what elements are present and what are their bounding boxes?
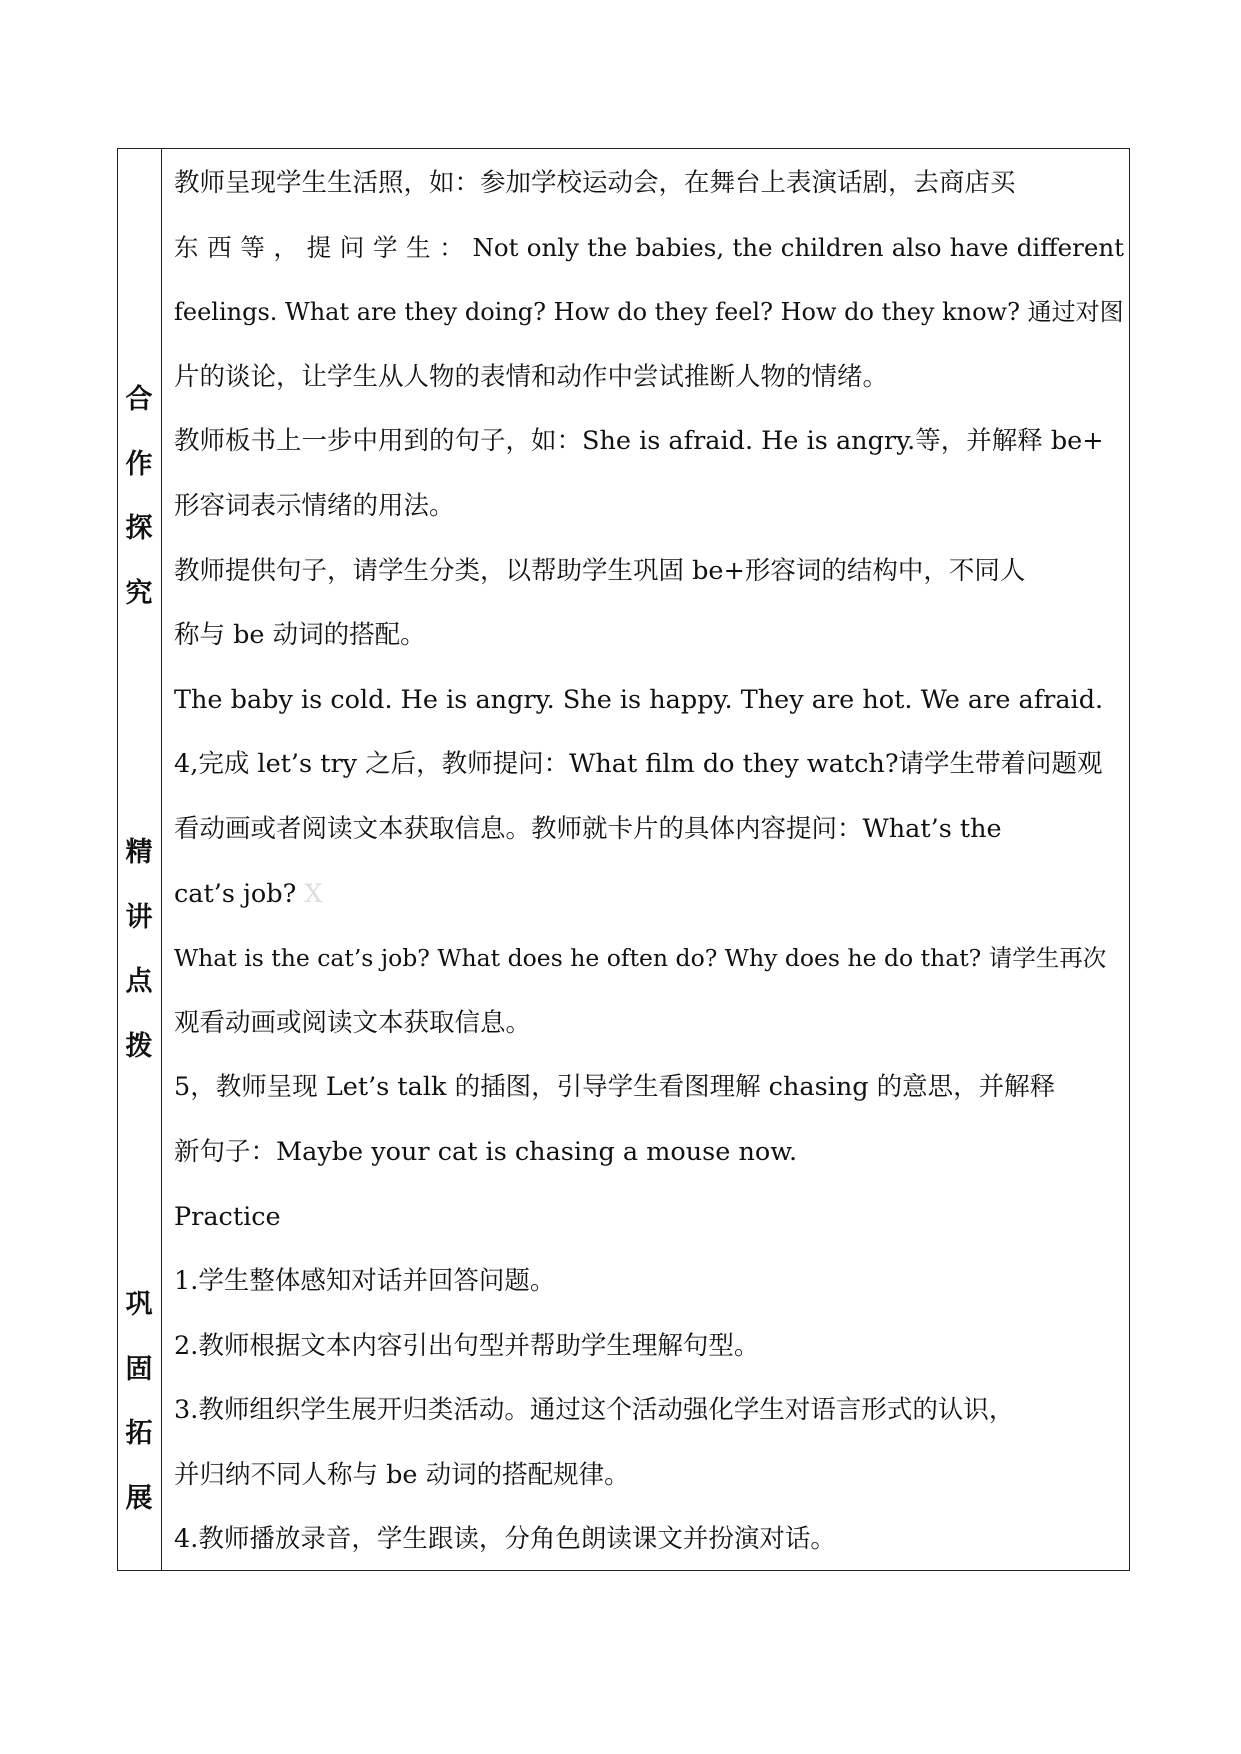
content-line: 并归纳不同人称与 be 动词的搭配规律。 — [174, 1459, 630, 1490]
label-char: 展 — [125, 1482, 153, 1514]
content-line: 教师提供句子，请学生分类，以帮助学生巩固 be+形容词的结构中，不同人 — [174, 555, 1026, 586]
label-char: 巩 — [125, 1289, 153, 1320]
content-line: 片的谈论，让学生从人物的表情和动作中尝试推断人物的情绪。 — [174, 361, 889, 392]
label-char: 精 — [125, 837, 153, 868]
label-char: 合 — [125, 384, 153, 415]
section-label-jingjiang-dianbo — [118, 821, 160, 1079]
content-line: feelings. What are they doing? How do they feel? How do they know? 通过对图 — [174, 298, 1124, 327]
content-line: 4.教师播放录音，学生跟读，分角色朗读课文并扮演对话。 — [174, 1524, 836, 1555]
label-char: 探 — [125, 513, 153, 545]
label-char: 拓 — [125, 1418, 153, 1450]
section-label-column — [118, 149, 162, 1570]
content-line: 东 西 等 ， 提 问 学 生 ： Not only the babies, the children also have different — [174, 232, 1124, 262]
content-line: 形容词表示情绪的用法。 — [174, 490, 455, 521]
content-line: 3.教师组织学生展开归类活动。通过这个活动强化学生对语言形式的认识， — [174, 1395, 1015, 1426]
faint-mark: X — [304, 878, 323, 909]
section-label-gonggu-tuozhan — [118, 1273, 160, 1531]
label-char: 讲 — [125, 901, 153, 933]
content-line: 5，教师呈现 Let’s talk 的插图，引导学生看图理解 chasing 的意思，并解释 — [174, 1072, 1056, 1103]
content-line — [174, 862, 1124, 927]
section-label-hezuo-tanjiu — [118, 368, 160, 626]
lesson-content — [174, 151, 1124, 1572]
content-line: What is the cat’s job? What does he often do? Why does he do that? 请学生再次 — [174, 944, 1107, 973]
content-line: Practice — [174, 1201, 281, 1232]
label-char: 固 — [125, 1353, 153, 1385]
lesson-table — [117, 148, 1130, 1571]
label-char: 究 — [125, 577, 153, 609]
content-line: 看动画或者阅读文本获取信息。教师就卡片的具体内容提问：What’s the — [174, 813, 1002, 844]
content-line: 称与 be 动词的搭配。 — [174, 620, 426, 651]
content-line: 新句子：Maybe your cat is chasing a mouse now. — [174, 1136, 798, 1167]
content-line: 2.教师根据文本内容引出句型并帮助学生理解句型。 — [174, 1330, 760, 1361]
content-line: 4,完成 let’s try 之后，教师提问：What film do they watch?请学生带着问题观 — [174, 749, 1103, 780]
label-char: 点 — [125, 966, 153, 998]
content-line: 1.学生整体感知对话并回答问题。 — [174, 1266, 556, 1297]
content-text: cat’s job? — [174, 878, 297, 909]
content-line: The baby is cold. He is angry. She is happy. They are hot. We are afraid. — [174, 684, 1104, 715]
label-char: 作 — [125, 448, 153, 480]
content-line: 观看动画或阅读文本获取信息。 — [174, 1007, 532, 1038]
label-char: 拨 — [125, 1030, 153, 1062]
content-line: 教师呈现学生生活照，如：参加学校运动会，在舞台上表演话剧，去商店买 — [174, 168, 1016, 198]
content-line: 教师板书上一步中用到的句子，如：She is afraid. He is angry.等，并解释 be+ — [174, 426, 1104, 457]
